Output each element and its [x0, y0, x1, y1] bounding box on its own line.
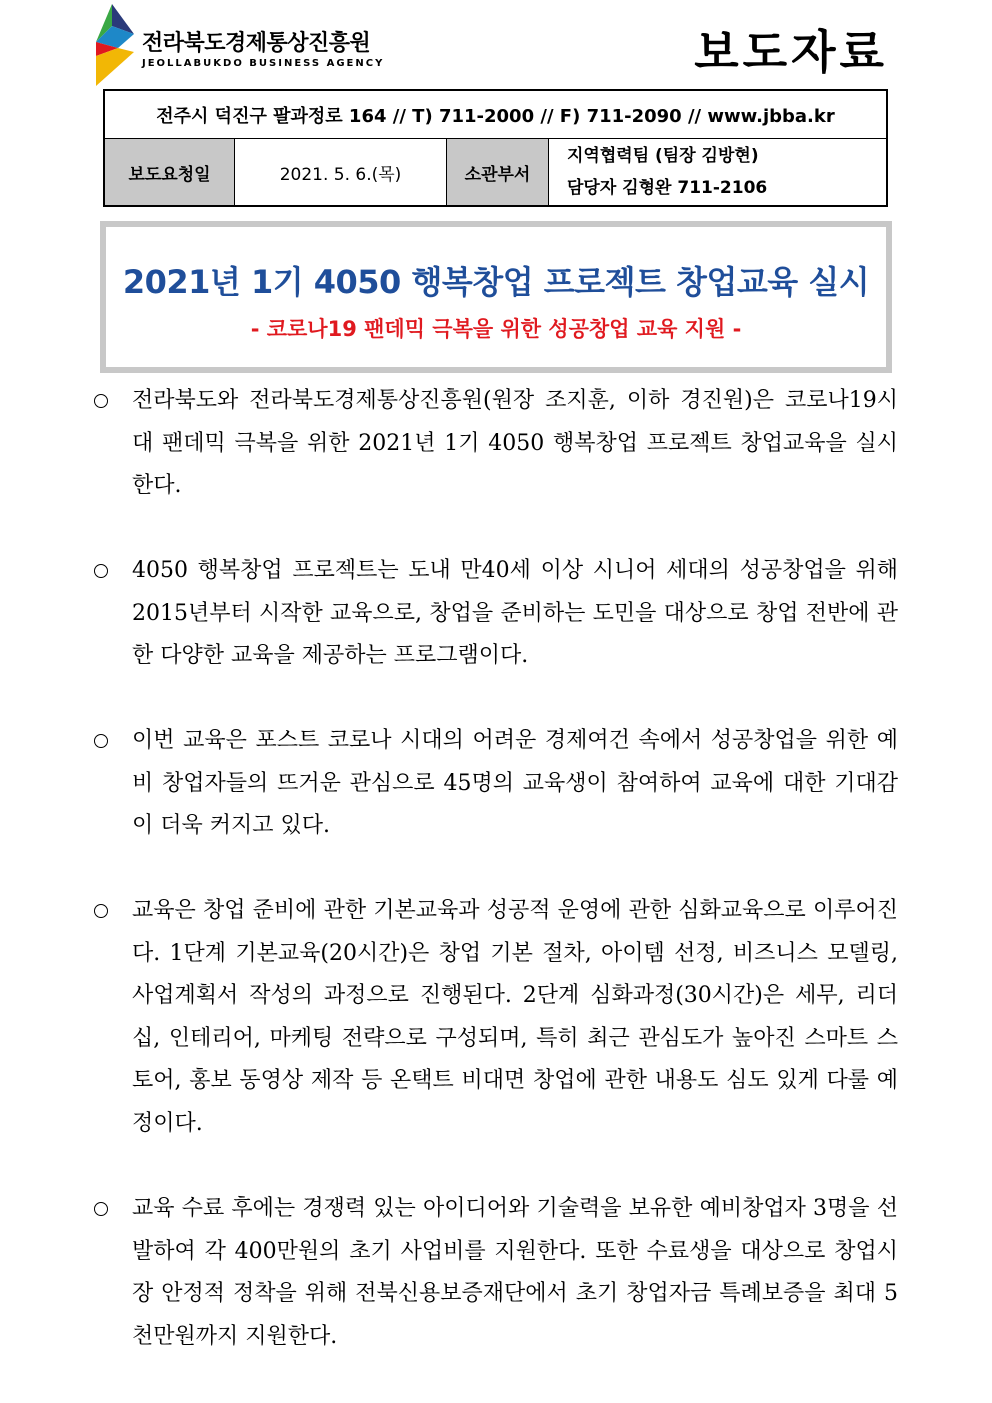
contact-person: 담당자 김형완 711-2106: [567, 178, 768, 198]
paragraph: [94, 890, 898, 1145]
paragraph: [94, 720, 898, 848]
circle-bullet-icon: [94, 904, 108, 918]
circle-bullet-icon: [94, 564, 108, 578]
request-date-label: 보도요청일: [105, 139, 235, 205]
jbba-logo-icon: [94, 4, 138, 86]
paragraph: [94, 1188, 898, 1358]
org-name-korean: 전라북도경제통상진흥원: [142, 31, 371, 56]
paragraph: [94, 550, 898, 678]
paragraph-text: 교육 수료 후에는 경쟁력 있는 아이디어와 기술력을 보유한 예비창업자 3명을 선발하여 각 400만원의 초기 사업비를 지원한다. 또한 수료생을 대상으로 창업시장 안정적 정착을 위해 전북신용보증재단에서 초기 창업자금 특례보증을 최대 5천만원까지 지원한다.: [132, 1196, 898, 1349]
contact-info: 전주시 덕진구 팔과정로 164 // T) 711-2000 // F) 711-2090 // www.jbba.kr: [105, 91, 886, 139]
paragraph-text: 4050 행복창업 프로젝트는 도내 만40세 이상 시니어 세대의 성공창업을 위해 2015년부터 시작한 교육으로, 창업을 준비하는 도민을 대상으로 창업 전반에 관한 다양한 교육을 제공하는 프로그램이다.: [132, 558, 898, 668]
headline-box: [100, 221, 892, 373]
headline-subtitle: - 코로나19 팬데믹 극복을 위한 성공창업 교육 지원 -: [250, 317, 742, 341]
paragraph-text: 전라북도와 전라북도경제통상진흥원(원장 조지훈, 이하 경진원)은 코로나19시대 팬데믹 극복을 위한 2021년 1기 4050 행복창업 프로젝트 창업교육을 실시한다.: [132, 388, 898, 498]
circle-bullet-icon: [94, 1202, 108, 1216]
release-info-row: [105, 139, 886, 205]
headline-title: 2021년 1기 4050 행복창업 프로젝트 창업교육 실시: [122, 263, 870, 301]
circle-bullet-icon: [94, 734, 108, 748]
request-date-value: 2021. 5. 6.(목): [235, 139, 447, 205]
org-logo: [94, 4, 394, 86]
paragraph-text: 이번 교육은 포스트 코로나 시대의 어려운 경제여건 속에서 성공창업을 위한 예비 창업자들의 뜨거운 관심으로 45명의 교육생이 참여하여 교육에 대한 기대감이 더욱 커지고 있다.: [132, 728, 898, 838]
document-type-title: 보도자료: [694, 25, 888, 79]
circle-bullet-icon: [94, 394, 108, 408]
department-label: 소관부서: [447, 139, 549, 205]
paragraph-text: 교육은 창업 준비에 관한 기본교육과 성공적 운영에 관한 심화교육으로 이루어진다. 1단계 기본교육(20시간)은 창업 기본 절차, 아이템 선정, 비즈니스 모델링, 사업계획서 작성의 과정으로 진행된다. 2단계 심화과정(30시간)은 세무, 리더십, 인테리어, 마케팅 전략으로 구성되며, 특히 최근 관심도가 높아진 스마트 스토어, 홍보 동영상 제작 등 온택트 비대면 창업에 관한 내용도 심도 있게 다룰 예정이다.: [132, 898, 898, 1136]
press-info-table: [103, 89, 888, 207]
page-header: [0, 0, 992, 90]
department-team: 지역협력팀 (팀장 김방현): [567, 146, 759, 166]
paragraph: [94, 380, 898, 508]
department-value: [549, 139, 886, 205]
org-name-english: JEOLLABUKDO BUSINESS AGENCY: [142, 58, 385, 69]
